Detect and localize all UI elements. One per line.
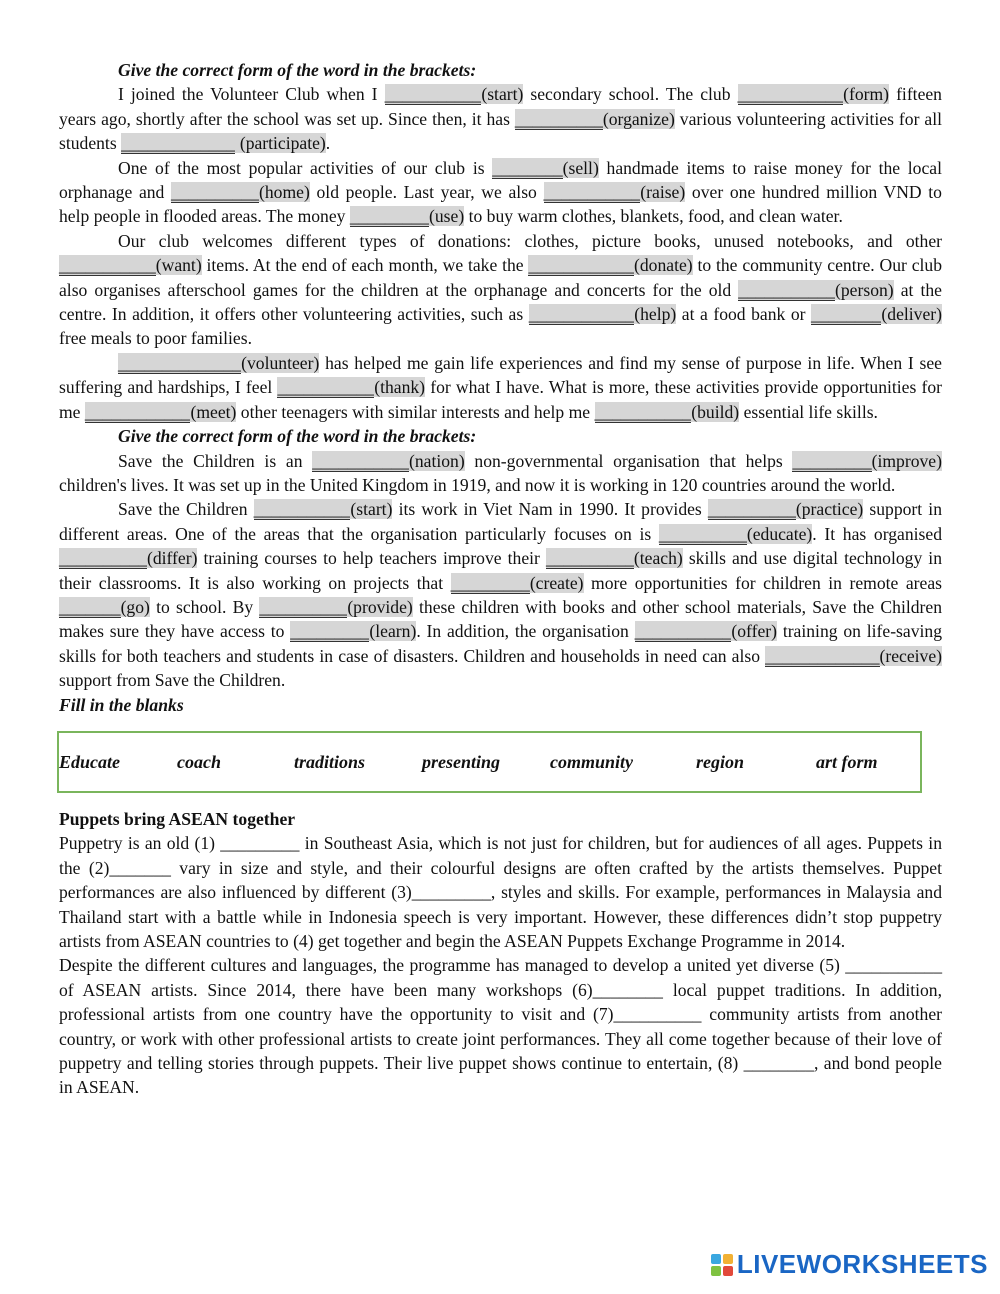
answer-blank[interactable]: ___________ [312, 450, 409, 471]
logo-icon [711, 1254, 733, 1276]
word-hint: (use) [429, 206, 465, 227]
answer-blank[interactable]: _____________ [121, 133, 236, 154]
word-hint: (nation) [408, 450, 465, 471]
answer-blank[interactable]: ____________ [528, 255, 635, 276]
word-hint: (volunteer) [241, 352, 320, 373]
word-hint: (home) [259, 182, 310, 203]
section2-heading: Give the correct form of the word in the brackets: [118, 426, 477, 447]
answer-blank[interactable]: _________ [450, 572, 530, 593]
logo-tile [711, 1254, 721, 1264]
reading-paragraph: Puppetry is an old (1) _________ in Southeast Asia, which is not just for children, but for audiences of all ages. Puppets in the (2)_______ vary in size and style, and their colourful designs are often crafted by the artists themselves. Puppet performances are also influenced by different (3)_________, styles and skills. For example, performances in Malaysia and Thailand start with a battle while in Indonesia speech is very important. However, these differences didn’t stop puppetry artists from ASEAN countries to (4) get together and begin the ASEAN Puppets Exchange Programme in 2014. [59, 833, 942, 951]
liveworksheets-logo [711, 1249, 988, 1280]
answer-blank[interactable]: __________ [545, 548, 634, 569]
logo-tile [711, 1266, 721, 1276]
word-hint: (person) [835, 279, 894, 300]
word-hint: (organize) [602, 108, 675, 129]
worksheet [59, 58, 942, 1100]
answer-blank[interactable]: _______ [59, 596, 121, 617]
answer-blank[interactable]: ___________ [738, 279, 836, 300]
answer-blank[interactable]: ____________ [84, 401, 191, 422]
word-hint: (differ) [146, 548, 198, 569]
answer-blank[interactable]: ___________ [277, 377, 375, 398]
answer-blank[interactable]: __________ [259, 596, 348, 617]
answer-blank[interactable]: ___________ [634, 621, 732, 642]
word-hint: (educate) [746, 523, 813, 544]
word-hint: (build) [691, 401, 740, 422]
word-hint: (receive) [879, 645, 942, 666]
exercise-paragraph: I joined the Volunteer Club when I ___________(start) secondary school. The club ____________(form) fifteen years ago, shortly after the school was set up. Since then, it has __________(organize) various volunteering activities for all students _____________ (participate). [59, 84, 942, 154]
word-hint: (learn) [369, 621, 417, 642]
exercise-paragraph: Save the Children ___________(start) its work in Viet Nam in 1990. It provides __________(practice) support in different areas. One of the areas that the organisation particularly focuses on is __________(educate). It has organised __________(differ) training courses to help teachers improve their __________(teach) skills and use digital technology in their classrooms. It is also working on projects that _________(create) more opportunities for children in remote areas _______(go) to school. By __________(provide) these children with books and other school materials, Save the Children makes sure they have access to _________(learn). In addition, the organisation ___________(offer) training on life-saving skills for both teachers and students in case of disasters. Children and households in need can also _____________(receive) support from Save the Children. [59, 499, 943, 691]
answer-blank[interactable]: ___________ [543, 182, 641, 203]
reading-paragraph: Despite the different cultures and languages, the programme has managed to develop a united yet diverse (5) ___________ of ASEAN artists. Since 2014, there have been many workshops (6)________ local puppet traditions. In addition, professional artists from one country have the opportunity to visit and (7)__________ community artists from another country, or work with other professional artists to create joint performances. They all come together because of their love of puppetry and telling stories through puppets. Their live puppet shows continue to entertain, (8) ________, and bond people in ASEAN. [59, 955, 942, 1098]
word-hint: (go) [120, 596, 150, 617]
answer-blank[interactable]: ______________ [118, 352, 242, 373]
word-bank-item: presenting [422, 751, 501, 772]
section1-heading: Give the correct form of the word in the brackets: [118, 60, 477, 80]
word-hint: (teach) [633, 548, 683, 569]
answer-blank[interactable]: ___________ [59, 255, 156, 276]
word-hint: (start) [481, 84, 524, 105]
word-hint: (start) [350, 499, 393, 520]
word-hint: (practice) [795, 499, 864, 520]
word-hint: (deliver) [881, 304, 942, 325]
word-hint: (sell) [562, 157, 599, 178]
word-hint: (offer) [731, 621, 777, 642]
word-bank-item: region [696, 751, 745, 772]
word-bank-item: traditions [294, 751, 366, 772]
section2-body [59, 449, 942, 693]
word-hint: (meet) [190, 401, 237, 422]
reading-title: Puppets bring ASEAN together [59, 808, 296, 829]
exercise-paragraph: Save the Children is an ___________(nation) non-governmental organisation that helps _________(improve) children's lives. It was set up in the United Kingdom in 1919, and now it is working in 120 countries around the world. [59, 450, 942, 495]
section1-body [59, 82, 942, 424]
exercise-paragraph: ______________(volunteer) has helped me gain life experiences and find my sense of purpose in life. When I see suffering and hardships, I feel ___________(thank) for what I have. What is more, these activities provide opportunities for me ____________(meet) other teenagers with similar interests and help me ___________(build) essential life skills. [59, 352, 942, 422]
answer-blank[interactable]: ___________ [253, 499, 351, 520]
word-hint: (help) [634, 304, 677, 325]
word-hint: (form) [843, 84, 890, 105]
word-hint: (participate) [235, 133, 326, 154]
answer-blank[interactable]: ____________ [737, 84, 844, 105]
word-hint: (donate) [634, 255, 693, 276]
logo-tile [723, 1254, 733, 1264]
word-hint: (raise) [640, 182, 686, 203]
word-hint: (improve) [871, 450, 942, 471]
answer-blank[interactable]: ___________ [594, 401, 692, 422]
word-bank-item: Educate [59, 751, 120, 772]
answer-blank[interactable]: ________ [811, 304, 882, 325]
word-bank-item: coach [177, 751, 221, 772]
word-hint: (create) [529, 572, 584, 593]
logo-tile [723, 1266, 733, 1276]
answer-blank[interactable]: _________ [792, 450, 872, 471]
exercise-paragraph: One of the most popular activities of our club is ________(sell) handmade items to raise money for the local orphanage and __________(home) old people. Last year, we also ___________(raise) over one hundred million VND to help people in flooded areas. The money _________(use) to buy warm clothes, blankets, food, and clean water. [59, 157, 942, 227]
answer-blank[interactable]: ___________ [384, 84, 482, 105]
word-hint: (provide) [347, 596, 413, 617]
answer-blank[interactable]: __________ [171, 182, 260, 203]
answer-blank[interactable]: ________ [492, 157, 563, 178]
answer-blank[interactable]: _____________ [765, 645, 880, 666]
word-bank-item: community [550, 751, 634, 772]
word-bank-item: art form [816, 751, 878, 772]
logo-text: LIVEWORKSHEETS [736, 1249, 988, 1279]
answer-blank[interactable]: __________ [707, 499, 796, 520]
section3-heading: Fill in the blanks [59, 694, 184, 715]
answer-blank[interactable]: _________ [290, 621, 370, 642]
answer-blank[interactable]: _________ [349, 206, 430, 227]
word-hint: (thank) [374, 377, 426, 398]
word-hint: (want) [155, 255, 202, 276]
word-bank [57, 731, 922, 793]
exercise-paragraph: Our club welcomes different types of donations: clothes, picture books, unused notebooks, and other ___________(want) items. At the end of each month, we take the ____________(donate) to the community centre. Our club also organises afterschool games for the children at the orphanage and concerts for the old ___________(person) at the centre. In addition, it offers other volunteering activities, such as ____________(help) at a food bank or ________(deliver) free meals to poor families. [59, 230, 942, 349]
answer-blank[interactable]: ____________ [528, 304, 635, 325]
answer-blank[interactable]: __________ [658, 523, 747, 544]
answer-blank[interactable]: __________ [59, 548, 147, 569]
answer-blank[interactable]: __________ [514, 108, 603, 129]
